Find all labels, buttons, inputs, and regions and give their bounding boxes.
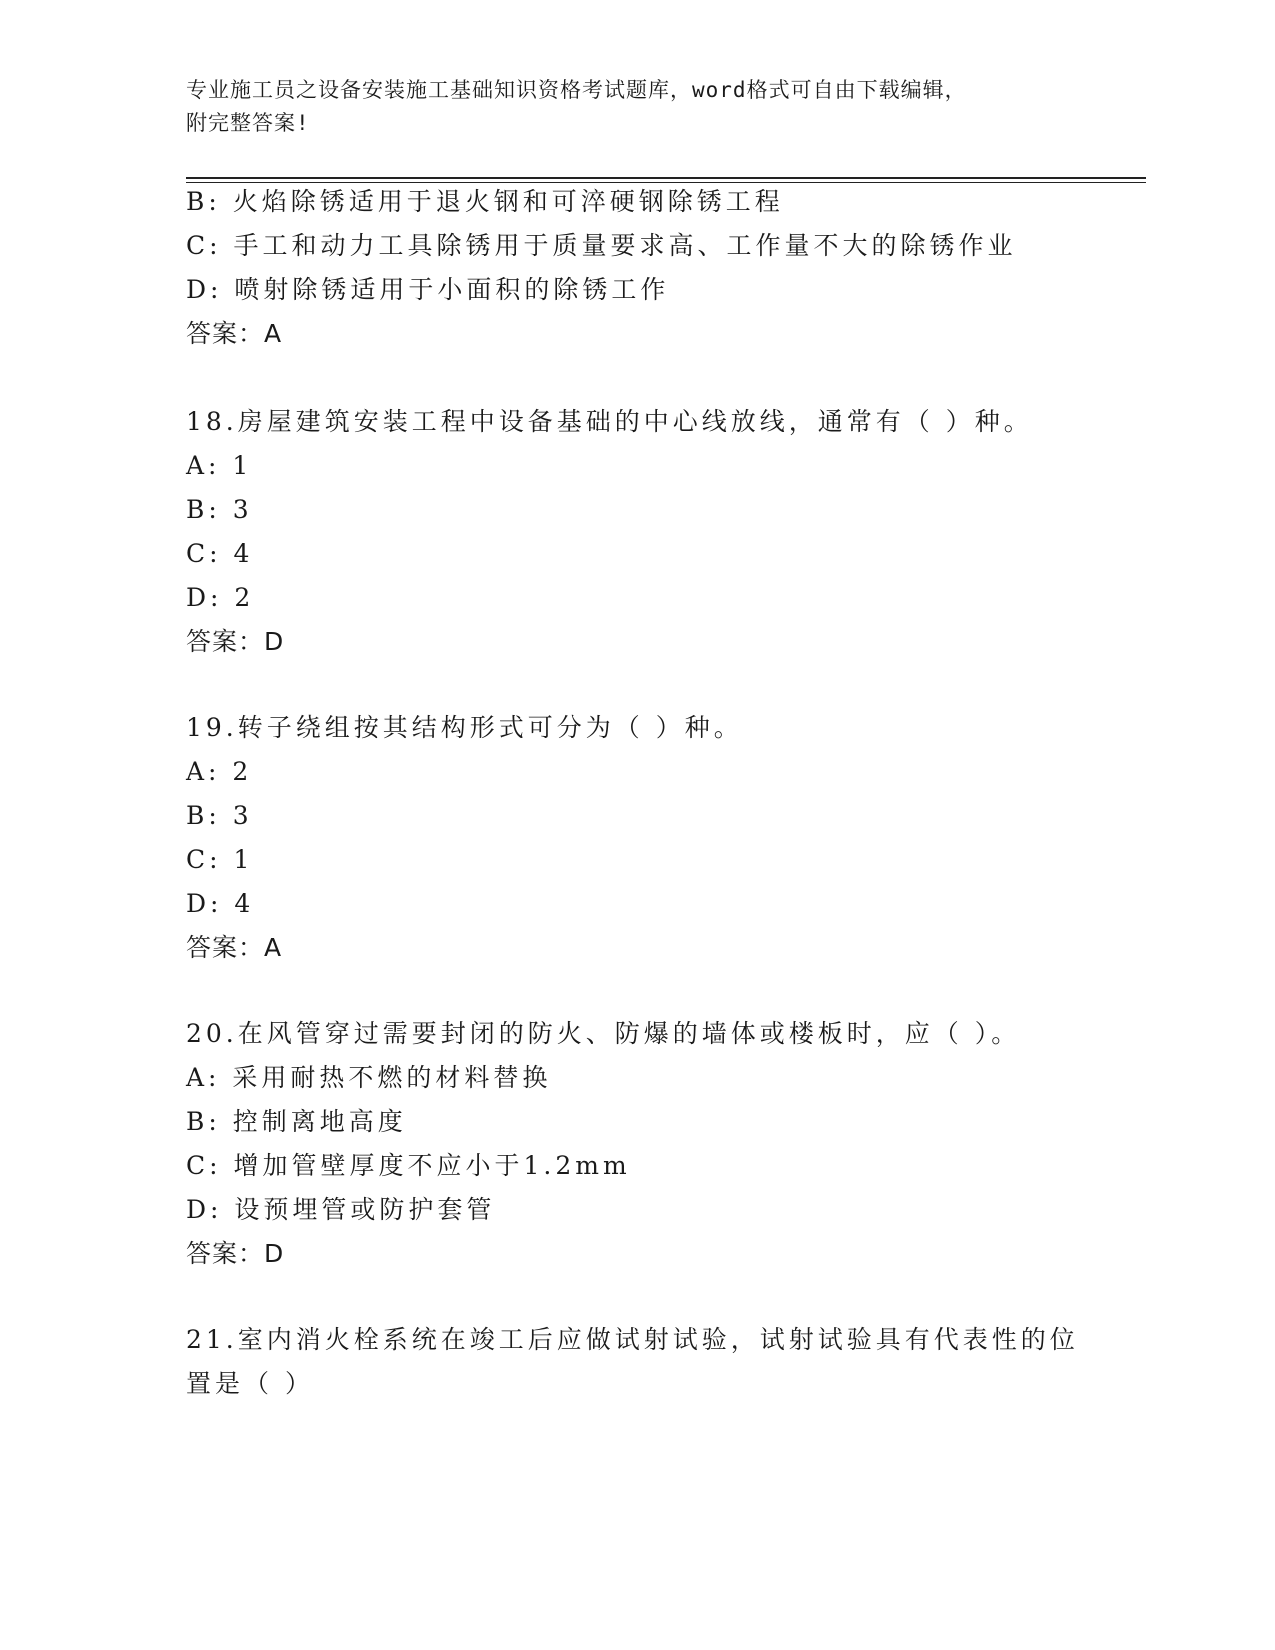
header-divider-thin: [186, 182, 1146, 183]
q17-option-d: D: 喷射除锈适用于小面积的除锈工作: [186, 275, 670, 304]
q19-answer: 答案：A: [186, 933, 283, 962]
q20-option-a: A: 采用耐热不燃的材料替换: [186, 1063, 552, 1092]
document-header: [186, 74, 1086, 140]
header-title-line-1: 专业施工员之设备安装施工基础知识资格考试题库，word格式可自由下载编辑，: [186, 78, 967, 102]
q19-option-c: C: 1: [186, 845, 254, 874]
q19-option-d: D: 4: [186, 889, 255, 918]
q19-option-a: A: 2: [186, 757, 253, 786]
q20-answer: 答案：D: [186, 1239, 285, 1268]
q17-answer: 答案：A: [186, 319, 283, 348]
q20-option-c: C: 增加管壁厚度不应小于1.2mm: [186, 1151, 631, 1180]
q17-option-b: B: 火焰除锈适用于退火钢和可淬硬钢除锈工程: [186, 187, 784, 216]
q17-option-c: C: 手工和动力工具除锈用于质量要求高、工作量不大的除锈作业: [186, 231, 1017, 260]
q21-stem-line-2: 置是（ ）: [186, 1369, 314, 1398]
q18-option-d: D: 2: [186, 583, 255, 612]
q18-option-c: C: 4: [186, 539, 254, 568]
q20-option-d: D: 设预埋管或防护套管: [186, 1195, 496, 1224]
header-divider-thick: [186, 177, 1146, 179]
q18-option-b: B: 3: [186, 495, 253, 524]
q19-option-b: B: 3: [186, 801, 253, 830]
q18-option-a: A: 1: [186, 451, 253, 480]
q21-stem-line-1: 21.室内消火栓系统在竣工后应做试射试验，试射试验具有代表性的位: [186, 1325, 1079, 1354]
header-title-line-2: 附完整答案!: [186, 111, 310, 135]
q18-answer: 答案：D: [186, 627, 285, 656]
q18-stem: 18.房屋建筑安装工程中设备基础的中心线放线，通常有（ ）种。: [186, 407, 1033, 436]
q19-stem: 19.转子绕组按其结构形式可分为（ ）种。: [186, 713, 743, 742]
q20-option-b: B: 控制离地高度: [186, 1107, 407, 1136]
q20-stem: 20.在风管穿过需要封闭的防火、防爆的墙体或楼板时，应（ ）。: [186, 1019, 1021, 1048]
